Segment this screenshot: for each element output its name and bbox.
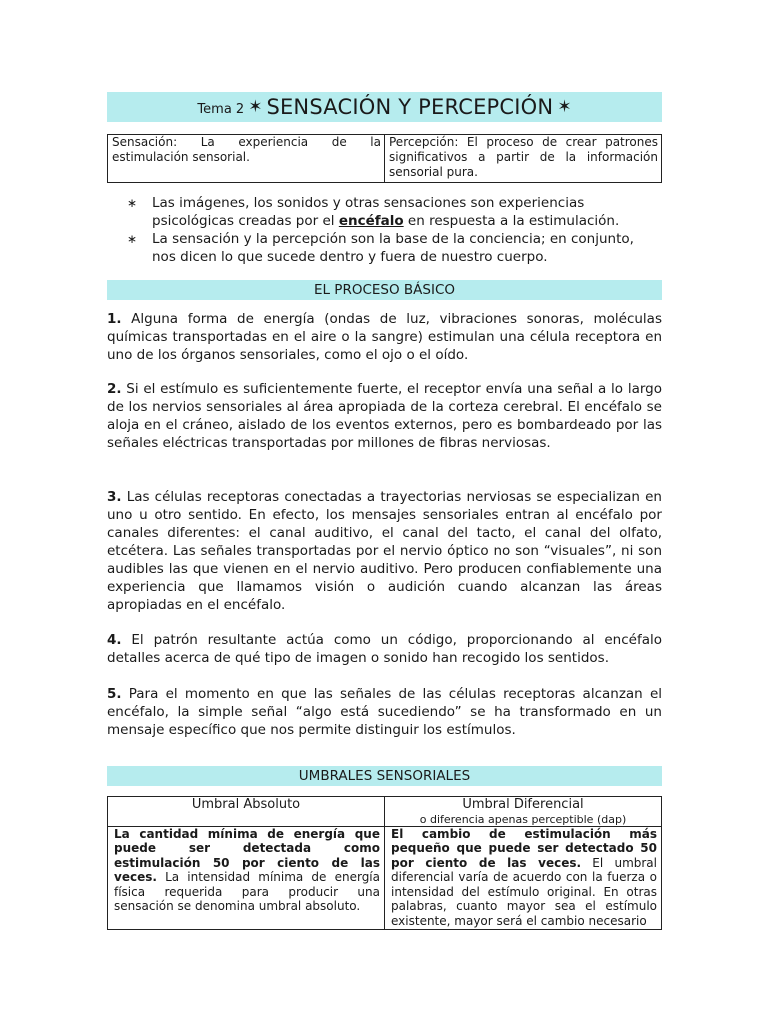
paragraph-text: Para el momento en que las señales de las células receptoras alcanzan el encéfalo, la simple señal “algo está sucediendo” se ha transformado en un mensaje específico que nos permite distinguir los estímulos. bbox=[107, 686, 662, 738]
definition-sensacion: Sensación: La experiencia de la estimulación sensorial. bbox=[108, 135, 385, 183]
paragraph-number: 5. bbox=[107, 686, 122, 702]
definitions-table bbox=[107, 134, 662, 183]
differential-threshold-header bbox=[385, 797, 662, 827]
asterisk-bullet-icon: ∗ bbox=[127, 232, 138, 246]
paragraph-number: 3. bbox=[107, 489, 122, 505]
paragraph-number: 4. bbox=[107, 632, 122, 648]
paragraph-2 bbox=[107, 380, 662, 452]
list-item bbox=[107, 230, 662, 266]
paragraph-text: Si el estímulo es suficientemente fuerte, el receptor envía una señal a lo largo de los nervios sensoriales al área apropiada de la corteza cerebral. El encéfalo se aloja en el cráneo, aislado de los eventos externos, pero es bombardeado por las señales eléctricas transportadas por millones de fibras nerviosas. bbox=[107, 381, 662, 451]
paragraph-1 bbox=[107, 310, 662, 364]
paragraph-4 bbox=[107, 631, 662, 667]
bullet-text: La sensación y la percepción son la base de la conciencia; en conjunto, nos dicen lo que sucede dentro y fuera de nuestro cuerpo. bbox=[152, 231, 634, 265]
column-subtitle: o diferencia apenas perceptible (dap) bbox=[419, 812, 627, 826]
section-header-umbrales: UMBRALES SENSORIALES bbox=[107, 766, 662, 786]
paragraph-text: Alguna forma de energía (ondas de luz, vibraciones sonoras, moléculas químicas transportadas en el aire o la sangre) estimulan una célula receptora en uno de los órganos sensoriales, como el ojo o el oído. bbox=[107, 311, 662, 363]
star-icon: ✶ bbox=[248, 97, 263, 117]
topic-number: Tema 2 bbox=[197, 102, 245, 117]
emphasized-term: encéfalo bbox=[338, 213, 404, 229]
definition-bold: La cantidad mínima de energía que puede ser detectada como estimulación 50 por ciento de las veces. bbox=[114, 826, 380, 884]
definition-text: El umbral diferencial varía de acuerdo con la fuerza o intensidad del estímulo original. En otras palabras, cuanto mayor sea el estímulo existente, mayor será el cambio necesario bbox=[391, 855, 657, 928]
paragraph-5 bbox=[107, 685, 662, 739]
page-title: SENSACIÓN Y PERCEPCIÓN bbox=[266, 95, 554, 119]
definition-text: La intensidad mínima de energía física requerida para producir una sensación se denomina umbral absoluto. bbox=[114, 870, 380, 913]
paragraph-text: Las células receptoras conectadas a trayectorias nerviosas se especializan en uno u otro sentido. En efecto, los mensajes sensoriales entran al encéfalo por canales diferentes: el canal auditivo, el canal del tacto, el canal del olfato, etcétera. Las señales transportadas por el nervio óptico no son “visuales”, ni son audibles las que vienen en el nervio auditivo. Pero producen confiablemente una experiencia que llamamos visión o audición cuando alcanzan las áreas apropiadas en el encéfalo. bbox=[107, 489, 662, 613]
definition-bold: El cambio de estimulación más pequeño que puede ser detectado 50 por ciento de las veces. bbox=[391, 826, 657, 870]
section-header-basic: EL PROCESO BÁSICO bbox=[107, 280, 662, 300]
column-title: Umbral Absoluto bbox=[191, 797, 301, 812]
title-bar bbox=[107, 92, 662, 122]
absolute-threshold-cell bbox=[108, 826, 385, 930]
paragraph-number: 1. bbox=[107, 311, 122, 327]
bullet-text: en respuesta a la estimulación. bbox=[403, 213, 620, 229]
thresholds-table bbox=[107, 796, 662, 930]
column-title: Umbral Diferencial bbox=[462, 797, 584, 812]
bullet-text: Las imágenes, los sonidos y otras sensaciones son experiencias psicológicas creadas por el bbox=[152, 195, 585, 229]
bullet-list bbox=[107, 194, 662, 266]
absolute-threshold-header bbox=[108, 797, 385, 827]
definition-percepcion: Percepción: El proceso de crear patrones significativos a partir de la información sensorial pura. bbox=[385, 135, 662, 183]
paragraph-text: El patrón resultante actúa como un código, proporcionando al encéfalo detalles acerca de qué tipo de imagen o sonido han recogido los sentidos. bbox=[107, 632, 662, 666]
list-item bbox=[107, 194, 662, 230]
star-icon: ✶ bbox=[557, 97, 572, 117]
paragraph-3 bbox=[107, 488, 662, 614]
differential-threshold-cell bbox=[385, 826, 662, 930]
asterisk-bullet-icon: ∗ bbox=[127, 196, 138, 210]
paragraph-number: 2. bbox=[107, 381, 122, 397]
